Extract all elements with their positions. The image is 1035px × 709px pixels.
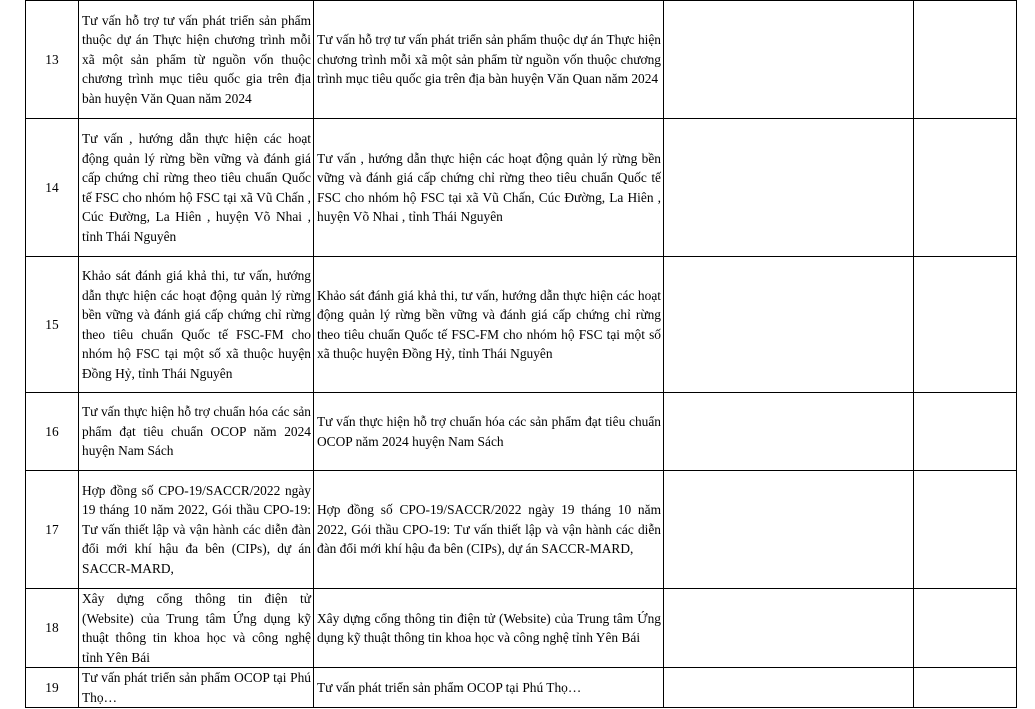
empty-cell	[914, 119, 1017, 257]
row-number: 18	[26, 589, 79, 668]
table-row	[26, 257, 1017, 393]
empty-cell	[664, 589, 914, 668]
empty-cell	[664, 119, 914, 257]
project-description: Tư vấn phát triển sản phẩm OCOP tại Phú Thọ…	[314, 668, 664, 708]
row-number: 17	[26, 471, 79, 589]
table-row	[26, 668, 1017, 708]
project-description: Khảo sát đánh giá khả thi, tư vấn, hướng dẫn thực hiện các hoạt động quản lý rừng bền vững và đánh giá cấp chứng chỉ rừng theo tiêu chuẩn Quốc tế FSC-FM cho nhóm hộ FSC tại một số xã thuộc huyện Đồng Hỷ, tỉnh Thái Nguyên	[314, 257, 664, 393]
table-row	[26, 1, 1017, 119]
project-description: Tư vấn thực hiện hỗ trợ chuẩn hóa các sản phẩm đạt tiêu chuẩn OCOP năm 2024 huyện Nam Sách	[314, 393, 664, 471]
table-row	[26, 393, 1017, 471]
project-name: Tư vấn hỗ trợ tư vấn phát triển sản phẩm thuộc dự án Thực hiện chương trình mỗi xã một sản phẩm từ nguồn vốn thuộc chương trình mục tiêu quốc gia trên địa bàn huyện Văn Quan năm 2024	[79, 1, 314, 119]
project-name: Tư vấn phát triển sản phẩm OCOP tại Phú Thọ…	[79, 668, 314, 708]
project-name: Tư vấn , hướng dẫn thực hiện các hoạt động quản lý rừng bền vững và đánh giá cấp chứng chỉ rừng theo tiêu chuẩn Quốc tế FSC cho nhóm hộ FSC tại xã Vũ Chấn , Cúc Đường, La Hiên , huyện Võ Nhai , tỉnh Thái Nguyên	[79, 119, 314, 257]
empty-cell	[914, 668, 1017, 708]
row-number: 16	[26, 393, 79, 471]
empty-cell	[664, 257, 914, 393]
row-number: 13	[26, 1, 79, 119]
project-description: Xây dựng cổng thông tin điện tử (Website) của Trung tâm Ứng dụng kỹ thuật thông tin khoa học và công nghệ tỉnh Yên Bái	[314, 589, 664, 668]
project-name: Tư vấn thực hiện hỗ trợ chuẩn hóa các sản phẩm đạt tiêu chuẩn OCOP năm 2024 huyện Nam Sách	[79, 393, 314, 471]
project-description: Hợp đồng số CPO-19/SACCR/2022 ngày 19 tháng 10 năm 2022, Gói thầu CPO-19: Tư vấn thiết lập và vận hành các diễn đàn đổi mới khí hậu đa bên (CIPs), dự án SACCR-MARD,	[314, 471, 664, 589]
project-name: Xây dựng cổng thông tin điện tử (Website) của Trung tâm Ứng dụng kỹ thuật thông tin khoa học và công nghệ tỉnh Yên Bái	[79, 589, 314, 668]
contracts-table	[25, 0, 1017, 708]
row-number: 14	[26, 119, 79, 257]
empty-cell	[664, 668, 914, 708]
row-number: 19	[26, 668, 79, 708]
project-name: Khảo sát đánh giá khả thi, tư vấn, hướng dẫn thực hiện các hoạt động quản lý rừng bền vững và đánh giá cấp chứng chỉ rừng theo tiêu chuẩn Quốc tế FSC-FM cho nhóm hộ FSC tại một số xã thuộc huyện Đồng Hỷ, tỉnh Thái Nguyên	[79, 257, 314, 393]
empty-cell	[914, 393, 1017, 471]
empty-cell	[914, 589, 1017, 668]
empty-cell	[914, 471, 1017, 589]
table-row	[26, 119, 1017, 257]
empty-cell	[664, 471, 914, 589]
empty-cell	[664, 393, 914, 471]
row-number: 15	[26, 257, 79, 393]
project-description: Tư vấn , hướng dẫn thực hiện các hoạt động quản lý rừng bền vững và đánh giá cấp chứng chỉ rừng theo tiêu chuẩn Quốc tế FSC cho nhóm hộ FSC tại xã Vũ Chấn, Cúc Đường, La Hiên , huyện Võ Nhai , tỉnh Thái Nguyên	[314, 119, 664, 257]
project-name: Hợp đồng số CPO-19/SACCR/2022 ngày 19 tháng 10 năm 2022, Gói thầu CPO-19: Tư vấn thiết lập và vận hành các diễn đàn đổi mới khí hậu đa bên (CIPs), dự án SACCR-MARD,	[79, 471, 314, 589]
table-row	[26, 471, 1017, 589]
empty-cell	[914, 257, 1017, 393]
empty-cell	[664, 1, 914, 119]
table-row	[26, 589, 1017, 668]
empty-cell	[914, 1, 1017, 119]
project-description: Tư vấn hỗ trợ tư vấn phát triển sản phẩm thuộc dự án Thực hiện chương trình mỗi xã một sản phẩm từ nguồn vốn thuộc chương trình mục tiêu quốc gia trên địa bàn huyện Văn Quan năm 2024	[314, 1, 664, 119]
